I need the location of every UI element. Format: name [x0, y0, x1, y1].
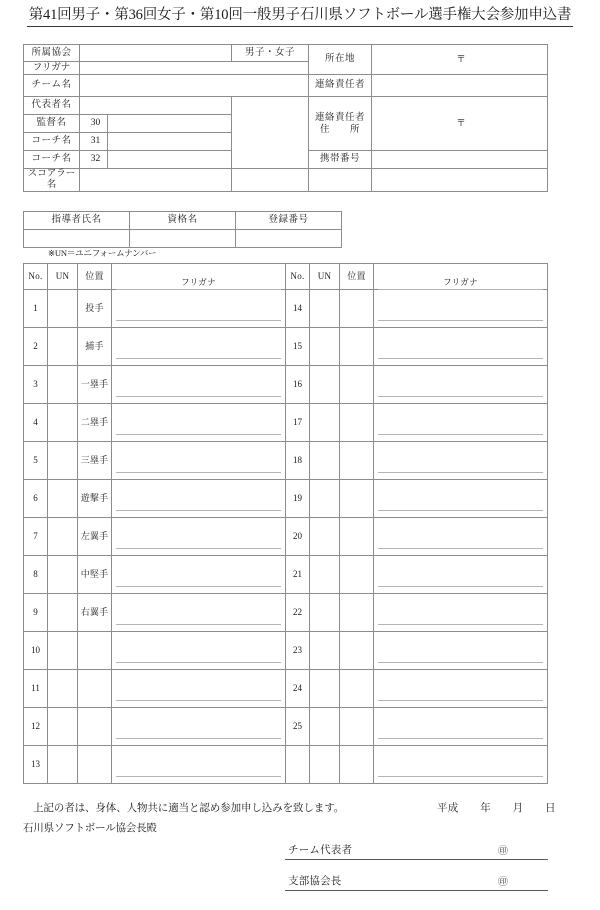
label-team-furigana: フリガナ: [24, 62, 80, 75]
roster-name-cell[interactable]: [112, 442, 286, 480]
uniform-number-note: ※UN＝ユニフォームナンバー: [48, 248, 157, 258]
roster-position-left[interactable]: 遊撃手: [78, 480, 112, 518]
roster-name-cell[interactable]: [112, 366, 286, 404]
roster-name-cell[interactable]: [374, 708, 548, 746]
roster-name-cell[interactable]: [112, 480, 286, 518]
instructor-header-row: [24, 212, 342, 230]
roster-no-left: 5: [24, 442, 48, 480]
roster-no-left: 13: [24, 746, 48, 784]
roster-no-right: 25: [286, 708, 310, 746]
roster-no-left: 11: [24, 670, 48, 708]
roster-un-right[interactable]: [310, 404, 340, 442]
roster-furigana-value: [117, 765, 280, 776]
roster-un-right[interactable]: [310, 480, 340, 518]
furigana-divider: [378, 434, 543, 435]
roster-furigana-value: [379, 461, 542, 472]
furigana-divider: [116, 396, 281, 397]
roster-furigana-value: [117, 575, 280, 586]
header-no-right: No.: [286, 264, 310, 290]
roster-position-right[interactable]: [340, 480, 374, 518]
roster-name-cell[interactable]: [374, 746, 548, 784]
roster-name-cell[interactable]: [112, 670, 286, 708]
label-team-name: チーム名: [24, 75, 80, 97]
furigana-divider: [378, 586, 543, 587]
roster-furigana-value: [117, 461, 280, 472]
roster-no-right: 21: [286, 556, 310, 594]
signature-line-branch-chief[interactable]: [285, 872, 548, 891]
roster-un-left[interactable]: [48, 290, 78, 328]
roster-name-cell[interactable]: [112, 518, 286, 556]
instructor-value-row: [24, 230, 342, 248]
roster-furigana-value: [379, 575, 542, 586]
field-coach-1[interactable]: [108, 133, 232, 151]
roster-furigana-value: [117, 423, 280, 434]
furigana-divider: [378, 358, 543, 359]
roster-name-cell[interactable]: [374, 290, 548, 328]
spacer-cell: [232, 97, 309, 169]
label-location: 所在地: [309, 45, 372, 75]
field-registration-number[interactable]: [236, 230, 342, 248]
field-coach-2[interactable]: [108, 151, 232, 169]
furigana-divider: [378, 662, 543, 663]
furigana-divider: [116, 548, 281, 549]
roster-name-cell[interactable]: [374, 518, 548, 556]
roster-position-right[interactable]: [340, 366, 374, 404]
label-scorer: スコアラー名: [24, 169, 80, 192]
roster-name-cell[interactable]: [112, 746, 286, 784]
roster-name-cell[interactable]: [374, 556, 548, 594]
furigana-divider: [116, 320, 281, 321]
furigana-divider: [378, 700, 543, 701]
roster-no-right: 23: [286, 632, 310, 670]
field-team-name[interactable]: [80, 75, 309, 97]
header-name-left: [112, 264, 286, 290]
roster-name-cell[interactable]: [374, 442, 548, 480]
label-mobile: 携帯番号: [309, 151, 372, 169]
label-manager: 監督名: [24, 115, 80, 133]
roster-position-left[interactable]: 左翼手: [78, 518, 112, 556]
table-row: [24, 366, 548, 404]
furigana-divider: [116, 434, 281, 435]
page-title-wrapper: [0, 6, 600, 27]
label-contact-person: 連絡責任者: [309, 75, 372, 97]
furigana-divider: [378, 510, 543, 511]
table-row: [24, 480, 548, 518]
roster-position-right[interactable]: [340, 404, 374, 442]
spacer-cell-2: [232, 169, 309, 192]
furigana-divider: [116, 586, 281, 587]
table-row: [24, 290, 548, 328]
roster-name-cell[interactable]: [374, 366, 548, 404]
roster-un-right[interactable]: [310, 442, 340, 480]
roster-name-cell[interactable]: [112, 328, 286, 366]
roster-position-left[interactable]: [78, 632, 112, 670]
roster-position-left[interactable]: 二塁手: [78, 404, 112, 442]
furigana-divider: [378, 396, 543, 397]
field-team-furigana[interactable]: [80, 62, 309, 75]
roster-un-left[interactable]: [48, 632, 78, 670]
furigana-divider: [378, 320, 543, 321]
field-affiliation[interactable]: [80, 45, 232, 62]
field-representative[interactable]: [80, 97, 232, 115]
declaration-statement: 上記の者は、身体、人物共に適当と認め参加申し込みを致します。: [33, 803, 345, 814]
page-title: 第41回男子・第36回女子・第10回一般男子石川県ソフトボール選手権大会参加申込書: [27, 6, 574, 27]
roster-position-right[interactable]: [340, 670, 374, 708]
roster-un-right[interactable]: [310, 328, 340, 366]
roster-position-left[interactable]: [78, 708, 112, 746]
header-furigana-right: フリガナ: [443, 276, 478, 287]
header-instructor-name: 指導者氏名: [24, 212, 130, 230]
field-location[interactable]: [372, 45, 548, 75]
furigana-divider: [116, 510, 281, 511]
roster-no-right: 24: [286, 670, 310, 708]
seal-icon-team-representative: ㊞: [498, 846, 508, 857]
roster-no-right: [286, 746, 310, 784]
furigana-divider: [116, 738, 281, 739]
roster-un-right[interactable]: [310, 708, 340, 746]
roster-position-left[interactable]: 右翼手: [78, 594, 112, 632]
player-roster-table: [23, 263, 548, 784]
roster-name-cell[interactable]: [374, 670, 548, 708]
roster-un-right[interactable]: [310, 518, 340, 556]
table-row: [24, 708, 548, 746]
field-manager[interactable]: [108, 115, 232, 133]
roster-un-right[interactable]: [310, 290, 340, 328]
roster-furigana-value: [117, 309, 280, 320]
roster-no-right: 20: [286, 518, 310, 556]
roster-position-right[interactable]: [340, 708, 374, 746]
roster-un-left[interactable]: [48, 746, 78, 784]
table-row: [24, 670, 548, 708]
furigana-divider: [116, 700, 281, 701]
signature-line-team-representative[interactable]: [285, 841, 548, 860]
roster-no-left: 10: [24, 632, 48, 670]
roster-furigana-value: [379, 385, 542, 396]
table-row: [24, 328, 548, 366]
table-row: [24, 404, 548, 442]
roster-name-cell[interactable]: [374, 404, 548, 442]
roster-no-right: 17: [286, 404, 310, 442]
roster-un-left[interactable]: [48, 670, 78, 708]
roster-name-cell[interactable]: [374, 328, 548, 366]
roster-un-right[interactable]: [310, 632, 340, 670]
addressee-line: 石川県ソフトボール協会長殿: [23, 823, 157, 834]
roster-no-left: 9: [24, 594, 48, 632]
seal-icon-branch-chief: ㊞: [498, 877, 508, 888]
roster-name-cell[interactable]: [112, 594, 286, 632]
roster-no-right: 22: [286, 594, 310, 632]
header-registration-number: 登録番号: [236, 212, 342, 230]
roster-position-right[interactable]: [340, 328, 374, 366]
spacer-cell-4: [372, 169, 548, 192]
declaration-date: 平成 年 月 日: [437, 803, 556, 814]
label-team-representative: チーム代表者: [288, 845, 353, 856]
roster-no-left: 12: [24, 708, 48, 746]
header-un-right: UN: [310, 264, 340, 290]
roster-position-left[interactable]: 中堅手: [78, 556, 112, 594]
label-representative: 代表者名: [24, 97, 80, 115]
un-coach-1: 31: [80, 133, 108, 151]
roster-no-right: 16: [286, 366, 310, 404]
field-license-name[interactable]: [130, 230, 236, 248]
roster-furigana-value: [379, 651, 542, 662]
roster-name-cell[interactable]: [112, 556, 286, 594]
header-un-left: UN: [48, 264, 78, 290]
roster-no-left: 2: [24, 328, 48, 366]
roster-name-cell[interactable]: [112, 404, 286, 442]
roster-name-cell[interactable]: [112, 632, 286, 670]
roster-furigana-value: [117, 651, 280, 662]
roster-no-right: 18: [286, 442, 310, 480]
roster-un-left[interactable]: [48, 518, 78, 556]
header-furigana-left: フリガナ: [181, 276, 216, 287]
roster-un-left[interactable]: [48, 556, 78, 594]
field-mobile[interactable]: [372, 151, 548, 169]
field-instructor-name[interactable]: [24, 230, 130, 248]
roster-position-right[interactable]: [340, 290, 374, 328]
label-affiliation: 所属協会: [24, 45, 80, 62]
roster-no-left: 7: [24, 518, 48, 556]
roster-no-right: 15: [286, 328, 310, 366]
postal-mark-icon-2: 〒: [456, 118, 466, 129]
roster-furigana-value: [379, 727, 542, 738]
field-contact-person[interactable]: [372, 75, 548, 97]
label-contact-address: 連絡責任者 住 所: [309, 97, 372, 151]
roster-position-right[interactable]: [340, 518, 374, 556]
roster-un-right[interactable]: [310, 746, 340, 784]
postal-mark-icon: 〒: [456, 54, 466, 65]
roster-position-left[interactable]: [78, 746, 112, 784]
roster-furigana-value: [379, 347, 542, 358]
label-branch-chief: 支部協会長: [288, 876, 342, 887]
roster-no-left: 4: [24, 404, 48, 442]
table-row: [24, 746, 548, 784]
furigana-divider: [116, 624, 281, 625]
header-no-left: No.: [24, 264, 48, 290]
roster-furigana-value: [117, 727, 280, 738]
roster-no-left: 6: [24, 480, 48, 518]
label-coach-1: コーチ名: [24, 133, 80, 151]
roster-position-left[interactable]: 捕手: [78, 328, 112, 366]
header-license-name: 資格名: [130, 212, 236, 230]
roster-body: [24, 290, 548, 784]
roster-no-left: 8: [24, 556, 48, 594]
label-gender: 男子・女子: [232, 45, 309, 62]
roster-un-left[interactable]: [48, 328, 78, 366]
label-coach-2: コーチ名: [24, 151, 80, 169]
roster-un-right[interactable]: [310, 556, 340, 594]
roster-position-right[interactable]: [340, 746, 374, 784]
roster-furigana-value: [379, 765, 542, 776]
roster-name-cell[interactable]: [374, 632, 548, 670]
un-manager: 30: [80, 115, 108, 133]
spacer-cell-3: [309, 169, 372, 192]
header-position-left: 位置: [78, 264, 112, 290]
roster-position-left[interactable]: 三塁手: [78, 442, 112, 480]
roster-un-left[interactable]: [48, 480, 78, 518]
roster-position-right[interactable]: [340, 594, 374, 632]
roster-position-left[interactable]: [78, 670, 112, 708]
roster-no-right: 14: [286, 290, 310, 328]
furigana-divider: [116, 662, 281, 663]
roster-furigana-value: [117, 689, 280, 700]
roster-furigana-value: [117, 499, 280, 510]
roster-header-row: [24, 264, 548, 290]
roster-un-right[interactable]: [310, 670, 340, 708]
roster-position-right[interactable]: [340, 442, 374, 480]
field-scorer[interactable]: [80, 169, 232, 192]
roster-position-left[interactable]: 投手: [78, 290, 112, 328]
un-coach-2: 32: [80, 151, 108, 169]
furigana-divider: [378, 776, 543, 777]
roster-furigana-value: [379, 309, 542, 320]
table-row: [24, 518, 548, 556]
roster-furigana-value: [379, 689, 542, 700]
roster-name-cell[interactable]: [374, 480, 548, 518]
roster-furigana-value: [379, 613, 542, 624]
roster-furigana-value: [379, 499, 542, 510]
table-row: [24, 632, 548, 670]
roster-position-left[interactable]: 一塁手: [78, 366, 112, 404]
roster-furigana-value: [117, 385, 280, 396]
furigana-divider: [378, 548, 543, 549]
roster-un-right[interactable]: [310, 366, 340, 404]
header-name-right: [374, 264, 548, 290]
roster-un-left[interactable]: [48, 594, 78, 632]
furigana-divider: [116, 472, 281, 473]
table-row: [24, 442, 548, 480]
furigana-divider: [378, 738, 543, 739]
roster-position-right[interactable]: [340, 632, 374, 670]
table-row: [24, 594, 548, 632]
roster-un-left[interactable]: [48, 442, 78, 480]
furigana-divider: [116, 776, 281, 777]
roster-furigana-value: [117, 537, 280, 548]
roster-furigana-value: [379, 423, 542, 434]
team-info-table: [23, 44, 548, 192]
roster-name-cell[interactable]: [112, 290, 286, 328]
roster-furigana-value: [379, 537, 542, 548]
roster-position-right[interactable]: [340, 556, 374, 594]
roster-no-right: 19: [286, 480, 310, 518]
furigana-divider: [116, 358, 281, 359]
roster-un-left[interactable]: [48, 404, 78, 442]
roster-no-left: 3: [24, 366, 48, 404]
furigana-divider: [378, 624, 543, 625]
roster-un-left[interactable]: [48, 708, 78, 746]
field-contact-address[interactable]: [372, 97, 548, 151]
roster-name-cell[interactable]: [112, 708, 286, 746]
roster-no-left: 1: [24, 290, 48, 328]
header-position-right: 位置: [340, 264, 374, 290]
roster-un-left[interactable]: [48, 366, 78, 404]
furigana-divider: [378, 472, 543, 473]
roster-furigana-value: [117, 613, 280, 624]
instructor-license-table: [23, 211, 342, 248]
table-row: [24, 556, 548, 594]
roster-name-cell[interactable]: [374, 594, 548, 632]
roster-furigana-value: [117, 347, 280, 358]
roster-un-right[interactable]: [310, 594, 340, 632]
